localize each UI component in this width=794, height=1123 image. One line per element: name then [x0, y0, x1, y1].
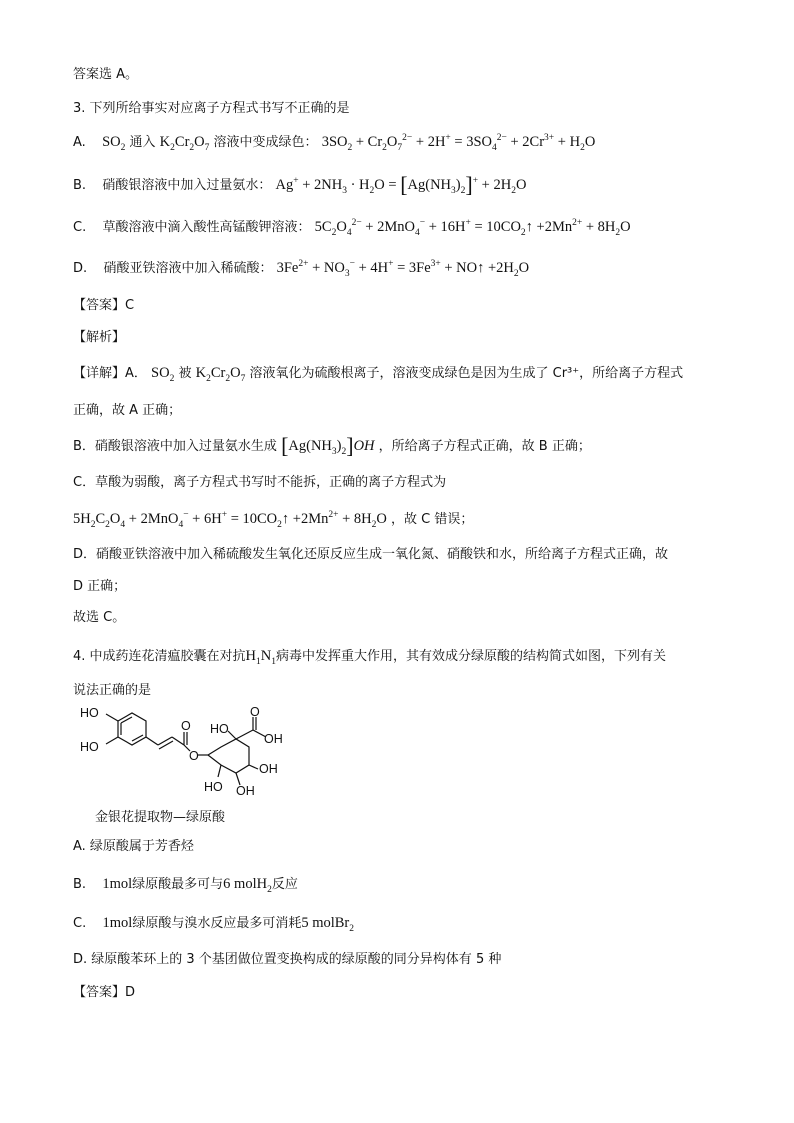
q3-detail-c-eq: $5H_2C_2O_4 + 2MnO_4^- + 6H^+$ = $10CO_2↑ +2Mn^{2+} + 8H_2O$ ，故 C 错误；	[73, 510, 474, 530]
q4-option-a: A. 绿原酸属于芳香烃	[73, 839, 194, 854]
label-ho-1: HO	[80, 706, 99, 720]
label-oh-bottom: OH	[236, 784, 255, 798]
q3-analysis-title: 【解析】	[73, 330, 126, 345]
q3-conclusion: 故选 C。	[73, 610, 126, 625]
q3-answer: 【答案】C	[73, 298, 135, 313]
label-ho-ring: HO	[210, 722, 229, 736]
q3-detail-d-cont: D 正确；	[73, 579, 127, 594]
equation: $3Fe^{2+} + NO_3^- + 4H^+ = 3Fe^{3+}$ + NO↑ $+2H_2O$	[276, 259, 530, 279]
label-oh-right: OH	[259, 762, 278, 776]
q3-detail-b: B．硝酸银溶液中加入过量氨水生成 $[Ag(NH_3)_2]OH$ ，所给离子方程式正确，故 B 正确；	[73, 433, 591, 458]
q4-option-b: B. 1mol绿原酸最多可与6 molH$_2$反应	[73, 876, 298, 895]
chlorogenic-acid-structure	[78, 705, 298, 800]
label-ho-2: HO	[80, 740, 99, 754]
label-ho-bottom: HO	[204, 780, 223, 794]
label-o-carbonyl: O	[181, 719, 191, 733]
option-label: B.	[73, 178, 87, 193]
option-label: D.	[73, 261, 88, 276]
label-o-ester: O	[189, 749, 199, 763]
equation: $5H_2C_2O_4 + 2MnO_4^- + 6H^+$ = $10CO_2↑ +2Mn^{2+} + 8H_2O$	[73, 510, 387, 530]
q3-detail-c: C．草酸为弱酸，离子方程式书写时不能拆，正确的离子方程式为	[73, 475, 447, 490]
q3-stem: 3. 下列所给事实对应离子方程式书写不正确的是	[73, 101, 350, 116]
q3-option-c: C. 草酸溶液中滴入酸性高锰酸钾溶液： $5C_2O_4^{2-} + 2MnO_4^- + 16H^+$ = $10CO_2↑ +2Mn^{2+} + 8H_2O$	[73, 218, 631, 238]
q3-option-d: D. 硝酸亚铁溶液中加入稀硫酸： $3Fe^{2+} + NO_3^- + 4H^+ = 3Fe^{3+}$ + NO↑ $+2H_2O$	[73, 259, 530, 279]
equation: $5C_2O_4^{2-} + 2MnO_4^- + 16H^+$ = $10CO_2↑ +2Mn^{2+} + 8H_2O$	[314, 218, 631, 238]
q4-option-c: C. 1mol绿原酸与溴水反应最多可消耗5 molBr$_2$	[73, 915, 355, 934]
q3-detail-a: 【详解】A． $SO_2$ 被 $K_2Cr_2O_7$ 溶液氧化为硫酸根离子，溶液变成绿色是因为生成了 Cr³⁺，所给离子方程式	[73, 365, 684, 384]
label-o-acid: O	[250, 705, 260, 719]
q3-detail-a-cont: 正确，故 A 正确；	[73, 403, 182, 418]
q3-option-b: B. 硝酸银溶液中加入过量氨水： $Ag^+ + 2NH_3 \cdot H_2O = [Ag(NH_3)_2]^+ + 2H_2O$	[73, 172, 527, 197]
structure-caption: 金银花提取物—绿原酸	[95, 810, 226, 825]
q4-answer: 【答案】D	[73, 985, 136, 1000]
q4-stem-cont: 说法正确的是	[73, 683, 152, 698]
previous-answer: 答案选 A。	[73, 67, 139, 82]
q3-option-a: A. $SO_2$ 通入 $K_2Cr_2O_7$ 溶液中变成绿色： $3SO_2 + Cr_2O_7^{2-} + 2H^+ = 3SO_4^{2-} + 2Cr^{3+} + H_2O$	[73, 133, 596, 153]
option-label: C.	[73, 220, 87, 235]
q4-option-d: D. 绿原酸苯环上的 3 个基团做位置变换构成的绿原酸的同分异构体有 5 种	[73, 952, 502, 967]
equation: $3SO_2 + Cr_2O_7^{2-} + 2H^+ = 3SO_4^{2-} + 2Cr^{3+} + H_2O$	[321, 133, 596, 153]
q3-detail-d: D．硝酸亚铁溶液中加入稀硫酸发生氧化还原反应生成一氧化氮、硝酸铁和水，所给离子方程式正确，故	[73, 547, 669, 562]
q4-stem: 4. 中成药连花清瘟胶囊在对抗$H_1N_1$病毒中发挥重大作用，其有效成分绿原酸的结构简式如图，下列有关	[73, 648, 667, 667]
option-label: A.	[73, 135, 86, 150]
label-oh-acid: OH	[264, 732, 283, 746]
equation: $Ag^+ + 2NH_3 \cdot H_2O = [Ag(NH_3)_2]^+ + 2H_2O$	[275, 172, 527, 197]
